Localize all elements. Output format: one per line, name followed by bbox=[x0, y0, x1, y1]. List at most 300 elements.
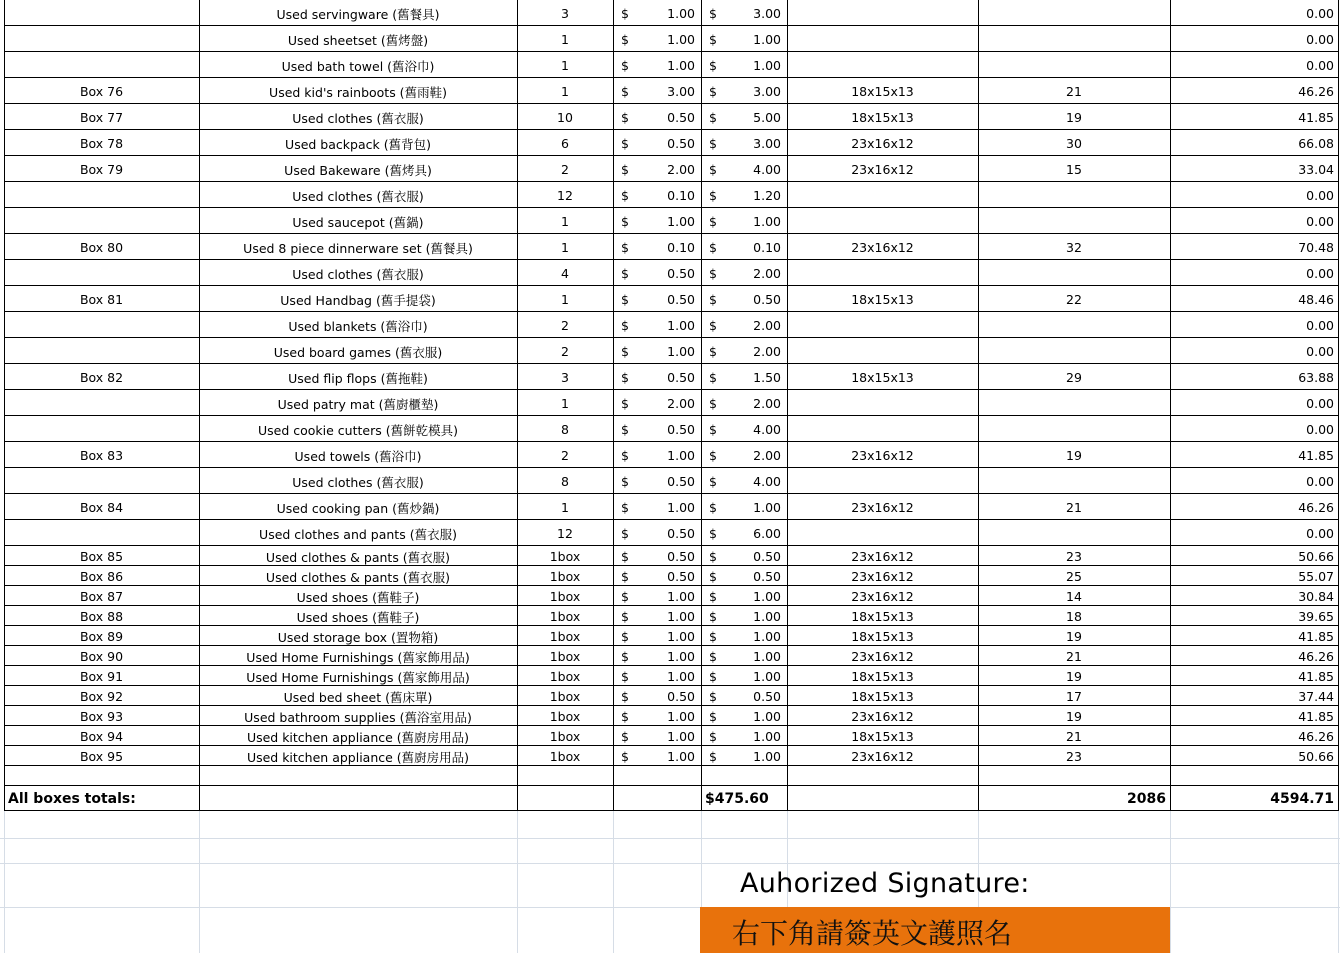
currency-symbol: $ bbox=[621, 500, 629, 515]
dimensions-cell[interactable]: 18x15x13 bbox=[851, 729, 914, 744]
dimensions-cell[interactable] bbox=[787, 391, 978, 416]
quantity-cell[interactable]: 1box bbox=[549, 609, 581, 624]
dimensions-cell[interactable] bbox=[787, 469, 978, 494]
unit-price-cell[interactable] bbox=[613, 417, 701, 442]
currency-symbol: $ bbox=[709, 729, 717, 744]
quantity-cell[interactable]: 1box bbox=[549, 689, 581, 704]
item-description-cell[interactable]: Used patry mat (舊廚櫃墊) bbox=[277, 396, 439, 412]
item-description-cell[interactable]: Used clothes (舊衣服) bbox=[292, 474, 424, 490]
declared-value-cell[interactable]: 46.26 bbox=[1298, 500, 1334, 515]
currency-symbol: $ bbox=[621, 84, 629, 99]
box-number-cell[interactable]: Box 76 bbox=[79, 84, 124, 99]
declared-value-cell[interactable]: 66.08 bbox=[1298, 136, 1334, 151]
line-total-cell-value: 1.00 bbox=[753, 214, 781, 229]
item-description-cell[interactable]: Used saucepot (舊鍋) bbox=[292, 214, 424, 230]
box-number-cell[interactable]: Box 82 bbox=[79, 370, 124, 385]
unit-price-cell-value: 1.00 bbox=[667, 344, 695, 359]
unit-price-cell[interactable] bbox=[613, 687, 701, 706]
unit-price-cell[interactable] bbox=[613, 587, 701, 606]
dimensions-cell[interactable] bbox=[787, 183, 978, 208]
item-description-cell[interactable]: Used backpack (舊背包) bbox=[285, 136, 431, 152]
weight-cell[interactable]: 18 bbox=[1066, 609, 1082, 624]
weight-cell[interactable]: 21 bbox=[1066, 729, 1082, 744]
box-number-cell[interactable]: Box 81 bbox=[79, 292, 124, 307]
dimensions-cell[interactable] bbox=[787, 261, 978, 286]
declared-value-cell[interactable]: 0.00 bbox=[1306, 396, 1334, 411]
unit-price-cell-value: 1.00 bbox=[667, 629, 695, 644]
weight-cell[interactable]: 17 bbox=[1066, 689, 1082, 704]
box-number-cell[interactable]: Box 94 bbox=[79, 729, 124, 744]
declared-value-cell[interactable]: 0.00 bbox=[1306, 6, 1334, 21]
quantity-cell[interactable]: 2 bbox=[561, 162, 569, 177]
item-description-cell[interactable]: Used kid's rainboots (舊雨鞋) bbox=[269, 84, 447, 100]
item-description-cell[interactable]: Used sheetset (舊烤盤) bbox=[287, 32, 429, 48]
dimensions-cell[interactable] bbox=[787, 1, 978, 26]
item-description-cell[interactable]: Used flip flops (舊拖鞋) bbox=[288, 370, 428, 386]
unit-price-cell[interactable] bbox=[613, 53, 701, 78]
line-total-cell[interactable] bbox=[701, 547, 787, 566]
box-number-cell[interactable]: Box 79 bbox=[79, 162, 124, 177]
box-number-cell[interactable] bbox=[4, 313, 199, 338]
declared-value-cell[interactable]: 39.65 bbox=[1298, 609, 1334, 624]
item-description-cell[interactable]: Used clothes and pants (舊衣服) bbox=[259, 526, 457, 542]
unit-price-cell[interactable] bbox=[613, 183, 701, 208]
box-number-cell[interactable] bbox=[4, 1, 199, 26]
unit-price-cell[interactable] bbox=[613, 209, 701, 234]
dimensions-cell[interactable]: 18x15x13 bbox=[851, 609, 914, 624]
line-total-cell[interactable] bbox=[701, 627, 787, 646]
declared-value-cell[interactable]: 41.85 bbox=[1298, 709, 1334, 724]
declared-value-cell[interactable]: 41.85 bbox=[1298, 629, 1334, 644]
box-number-cell[interactable]: Box 91 bbox=[79, 669, 124, 684]
box-number-cell[interactable]: Box 85 bbox=[79, 549, 124, 564]
line-total-cell[interactable] bbox=[701, 261, 787, 286]
weight-cell[interactable]: 25 bbox=[1066, 569, 1082, 584]
declared-value-cell[interactable]: 33.04 bbox=[1298, 162, 1334, 177]
currency-symbol: $ bbox=[709, 32, 717, 47]
unit-price-cell[interactable] bbox=[613, 443, 701, 468]
unit-price-cell[interactable] bbox=[613, 313, 701, 338]
line-total-cell[interactable] bbox=[701, 105, 787, 130]
line-total-cell[interactable] bbox=[701, 607, 787, 626]
unit-price-cell[interactable] bbox=[613, 627, 701, 646]
unit-price-cell-value: 0.10 bbox=[667, 188, 695, 203]
line-total-cell-value: 2.00 bbox=[753, 266, 781, 281]
item-description-cell[interactable]: Used towels (舊浴巾) bbox=[294, 448, 422, 464]
quantity-cell[interactable]: 10 bbox=[557, 110, 573, 125]
quantity-cell[interactable]: 3 bbox=[561, 6, 569, 21]
item-description-cell[interactable]: Used clothes (舊衣服) bbox=[292, 188, 424, 204]
line-total-cell[interactable] bbox=[701, 27, 787, 52]
quantity-cell[interactable]: 3 bbox=[561, 370, 569, 385]
item-description-cell[interactable]: Used 8 piece dinnerware set (舊餐具) bbox=[243, 240, 473, 256]
unit-price-cell[interactable] bbox=[613, 287, 701, 312]
declared-value-cell[interactable]: 46.26 bbox=[1298, 729, 1334, 744]
line-total-cell[interactable] bbox=[701, 235, 787, 260]
declared-value-cell[interactable]: 50.66 bbox=[1298, 549, 1334, 564]
unit-price-cell[interactable] bbox=[613, 747, 701, 766]
unit-price-cell[interactable] bbox=[613, 235, 701, 260]
box-number-cell[interactable]: Box 88 bbox=[79, 609, 124, 624]
quantity-cell[interactable]: 1 bbox=[561, 32, 569, 47]
dimensions-cell[interactable]: 23x16x12 bbox=[851, 589, 914, 604]
weight-cell[interactable] bbox=[978, 209, 1170, 234]
declared-value-cell[interactable]: 0.00 bbox=[1306, 58, 1334, 73]
unit-price-cell[interactable] bbox=[613, 391, 701, 416]
weight-cell[interactable]: 19 bbox=[1066, 629, 1082, 644]
item-description-cell[interactable]: Used board games (舊衣服) bbox=[273, 344, 443, 360]
weight-cell[interactable]: 19 bbox=[1066, 110, 1082, 125]
weight-cell[interactable] bbox=[978, 417, 1170, 442]
box-number-cell[interactable]: Box 77 bbox=[79, 110, 124, 125]
box-number-cell[interactable] bbox=[4, 261, 199, 286]
weight-cell[interactable] bbox=[978, 521, 1170, 546]
currency-symbol: $ bbox=[621, 240, 629, 255]
weight-cell[interactable]: 19 bbox=[1066, 448, 1082, 463]
box-number-cell[interactable] bbox=[4, 27, 199, 52]
line-total-cell[interactable] bbox=[701, 417, 787, 442]
quantity-cell[interactable]: 1box bbox=[549, 549, 581, 564]
line-total-cell[interactable] bbox=[701, 495, 787, 520]
quantity-cell[interactable]: 1 bbox=[561, 58, 569, 73]
unit-price-cell-value: 1.00 bbox=[667, 448, 695, 463]
declared-value-cell[interactable]: 0.00 bbox=[1306, 214, 1334, 229]
quantity-cell[interactable]: 1box bbox=[549, 669, 581, 684]
line-total-cell[interactable] bbox=[701, 79, 787, 104]
item-description-cell[interactable]: Used clothes (舊衣服) bbox=[292, 110, 424, 126]
item-description-cell[interactable]: Used bath towel (舊浴巾) bbox=[281, 58, 435, 74]
unit-price-cell[interactable] bbox=[613, 647, 701, 666]
quantity-cell[interactable]: 1box bbox=[549, 709, 581, 724]
declared-value-cell[interactable]: 41.85 bbox=[1298, 448, 1334, 463]
unit-price-cell[interactable] bbox=[613, 1, 701, 26]
line-total-cell-value: 3.00 bbox=[753, 6, 781, 21]
declared-value-cell[interactable]: 55.07 bbox=[1298, 569, 1334, 584]
quantity-cell[interactable]: 1box bbox=[549, 589, 581, 604]
quantity-cell[interactable]: 2 bbox=[561, 448, 569, 463]
totals-value[interactable]: 4594.71 bbox=[1270, 790, 1334, 807]
weight-cell[interactable]: 19 bbox=[1066, 669, 1082, 684]
item-description-cell[interactable]: Used servingware (舊餐具) bbox=[276, 6, 440, 22]
line-total-cell-value: 1.00 bbox=[753, 500, 781, 515]
declared-value-cell[interactable]: 0.00 bbox=[1306, 344, 1334, 359]
line-total-cell[interactable] bbox=[701, 183, 787, 208]
currency-symbol: $ bbox=[621, 214, 629, 229]
dimensions-cell[interactable]: 23x16x12 bbox=[851, 749, 914, 764]
box-number-cell[interactable]: Box 83 bbox=[79, 448, 124, 463]
unit-price-cell[interactable] bbox=[613, 105, 701, 130]
weight-cell[interactable]: 14 bbox=[1066, 589, 1082, 604]
item-description-cell[interactable]: Used Home Furnishings (舊家飾用品) bbox=[246, 669, 470, 685]
weight-cell[interactable]: 29 bbox=[1066, 370, 1082, 385]
declared-value-cell[interactable]: 46.26 bbox=[1298, 84, 1334, 99]
line-total-cell[interactable] bbox=[701, 567, 787, 586]
unit-price-cell[interactable] bbox=[613, 727, 701, 746]
item-description-cell[interactable]: Used storage box (置物箱) bbox=[277, 629, 439, 645]
totals-weight[interactable]: 2086 bbox=[1127, 790, 1166, 807]
declared-value-cell[interactable]: 41.85 bbox=[1298, 110, 1334, 125]
weight-cell[interactable] bbox=[978, 339, 1170, 364]
box-number-cell[interactable]: Box 90 bbox=[79, 649, 124, 664]
unit-price-cell[interactable] bbox=[613, 495, 701, 520]
box-number-cell[interactable]: Box 93 bbox=[79, 709, 124, 724]
currency-symbol: $ bbox=[621, 188, 629, 203]
unit-price-cell-value: 0.50 bbox=[667, 689, 695, 704]
weight-cell[interactable] bbox=[978, 469, 1170, 494]
weight-cell[interactable]: 23 bbox=[1066, 749, 1082, 764]
unit-price-cell[interactable] bbox=[613, 667, 701, 686]
line-total-cell[interactable] bbox=[701, 667, 787, 686]
declared-value-cell[interactable]: 70.48 bbox=[1298, 240, 1334, 255]
quantity-cell[interactable]: 1box bbox=[549, 629, 581, 644]
declared-value-cell[interactable]: 48.46 bbox=[1298, 292, 1334, 307]
unit-price-cell[interactable] bbox=[613, 365, 701, 390]
line-total-cell[interactable] bbox=[701, 131, 787, 156]
currency-symbol: $ bbox=[621, 6, 629, 21]
item-description-cell[interactable]: Used clothes & pants (舊衣服) bbox=[265, 569, 451, 585]
quantity-cell[interactable]: 1box bbox=[549, 649, 581, 664]
item-description-cell[interactable]: Used clothes & pants (舊衣服) bbox=[265, 549, 451, 565]
currency-symbol: $ bbox=[621, 689, 629, 704]
box-number-cell[interactable]: Box 87 bbox=[79, 589, 124, 604]
weight-cell[interactable]: 30 bbox=[1066, 136, 1082, 151]
weight-cell[interactable]: 23 bbox=[1066, 549, 1082, 564]
unit-price-cell[interactable] bbox=[613, 707, 701, 726]
weight-cell[interactable] bbox=[978, 1, 1170, 26]
dimensions-cell[interactable]: 18x15x13 bbox=[851, 370, 914, 385]
unit-price-cell-value: 1.00 bbox=[667, 669, 695, 684]
currency-symbol: $ bbox=[621, 526, 629, 541]
dimensions-cell[interactable]: 23x16x12 bbox=[851, 240, 914, 255]
item-description-cell[interactable]: Used bathroom supplies (舊浴室用品) bbox=[244, 709, 472, 725]
quantity-cell[interactable]: 12 bbox=[557, 526, 573, 541]
line-total-cell[interactable] bbox=[701, 647, 787, 666]
line-total-cell-value: 0.50 bbox=[753, 549, 781, 564]
declared-value-cell[interactable]: 0.00 bbox=[1306, 474, 1334, 489]
line-total-cell[interactable] bbox=[701, 365, 787, 390]
dimensions-cell[interactable]: 23x16x12 bbox=[851, 649, 914, 664]
dimensions-cell[interactable]: 18x15x13 bbox=[851, 84, 914, 99]
dimensions-cell[interactable]: 23x16x12 bbox=[851, 136, 914, 151]
weight-cell[interactable]: 22 bbox=[1066, 292, 1082, 307]
quantity-cell[interactable]: 1 bbox=[561, 84, 569, 99]
dimensions-cell[interactable]: 23x16x12 bbox=[851, 709, 914, 724]
quantity-cell[interactable]: 1box bbox=[549, 749, 581, 764]
line-total-cell[interactable] bbox=[701, 727, 787, 746]
item-description-cell[interactable]: Used Bakeware (舊烤具) bbox=[284, 162, 432, 178]
item-description-cell[interactable]: Used cookie cutters (舊餅乾模具) bbox=[258, 422, 458, 438]
box-number-cell[interactable] bbox=[4, 53, 199, 78]
item-description-cell[interactable]: Used kitchen appliance (舊廚房用品) bbox=[246, 729, 470, 745]
weight-cell[interactable]: 19 bbox=[1066, 709, 1082, 724]
currency-symbol: $ bbox=[621, 729, 629, 744]
dimensions-cell[interactable]: 18x15x13 bbox=[851, 629, 914, 644]
box-number-cell[interactable]: Box 89 bbox=[79, 629, 124, 644]
unit-price-cell[interactable] bbox=[613, 469, 701, 494]
item-description-cell[interactable]: Used blankets (舊浴巾) bbox=[288, 318, 428, 334]
box-number-cell[interactable]: Box 95 bbox=[79, 749, 124, 764]
quantity-cell[interactable]: 1 bbox=[561, 214, 569, 229]
box-number-cell[interactable]: Box 92 bbox=[79, 689, 124, 704]
declared-value-cell[interactable]: 0.00 bbox=[1306, 526, 1334, 541]
line-total-cell-value: 2.00 bbox=[753, 318, 781, 333]
quantity-cell[interactable]: 1 bbox=[561, 500, 569, 515]
unit-price-cell-value: 0.50 bbox=[667, 569, 695, 584]
weight-cell[interactable]: 15 bbox=[1066, 162, 1082, 177]
line-total-cell-value: 5.00 bbox=[753, 110, 781, 125]
item-description-cell[interactable]: Used kitchen appliance (舊廚房用品) bbox=[246, 749, 470, 765]
declared-value-cell[interactable]: 0.00 bbox=[1306, 266, 1334, 281]
declared-value-cell[interactable]: 0.00 bbox=[1306, 318, 1334, 333]
quantity-cell[interactable]: 2 bbox=[561, 318, 569, 333]
line-total-cell-value: 3.00 bbox=[753, 136, 781, 151]
dimensions-cell[interactable]: 23x16x12 bbox=[851, 448, 914, 463]
currency-symbol: $ bbox=[621, 136, 629, 151]
dimensions-cell[interactable]: 18x15x13 bbox=[851, 689, 914, 704]
line-total-cell[interactable] bbox=[701, 287, 787, 312]
dimensions-cell[interactable] bbox=[787, 53, 978, 78]
box-number-cell[interactable] bbox=[4, 521, 199, 546]
currency-symbol: $ bbox=[709, 448, 717, 463]
item-description-cell[interactable]: Used Handbag (舊手提袋) bbox=[280, 292, 436, 308]
unit-price-cell[interactable] bbox=[613, 547, 701, 566]
line-total-cell[interactable] bbox=[701, 209, 787, 234]
line-total-cell-value: 1.00 bbox=[753, 629, 781, 644]
dimensions-cell[interactable]: 23x16x12 bbox=[851, 569, 914, 584]
box-number-cell[interactable] bbox=[4, 391, 199, 416]
unit-price-cell[interactable] bbox=[613, 607, 701, 626]
declared-value-cell[interactable]: 50.66 bbox=[1298, 749, 1334, 764]
line-total-cell-value: 1.20 bbox=[753, 188, 781, 203]
unit-price-cell[interactable] bbox=[613, 157, 701, 182]
box-number-cell[interactable]: Box 84 bbox=[79, 500, 124, 515]
box-number-cell[interactable]: Box 80 bbox=[79, 240, 124, 255]
quantity-cell[interactable]: 6 bbox=[561, 136, 569, 151]
line-total-cell[interactable] bbox=[701, 687, 787, 706]
weight-cell[interactable] bbox=[978, 53, 1170, 78]
box-number-cell[interactable]: Box 78 bbox=[79, 136, 124, 151]
declared-value-cell[interactable]: 41.85 bbox=[1298, 669, 1334, 684]
quantity-cell[interactable]: 12 bbox=[557, 188, 573, 203]
weight-cell[interactable]: 21 bbox=[1066, 84, 1082, 99]
box-number-cell[interactable] bbox=[4, 339, 199, 364]
quantity-cell[interactable]: 1 bbox=[561, 396, 569, 411]
quantity-cell[interactable]: 2 bbox=[561, 344, 569, 359]
line-total-cell[interactable] bbox=[701, 587, 787, 606]
dimensions-cell[interactable] bbox=[787, 521, 978, 546]
box-number-cell[interactable] bbox=[4, 469, 199, 494]
line-total-cell[interactable] bbox=[701, 443, 787, 468]
unit-price-cell-value: 1.00 bbox=[667, 500, 695, 515]
unit-price-cell[interactable] bbox=[613, 27, 701, 52]
currency-symbol: $ bbox=[709, 649, 717, 664]
line-total-cell[interactable] bbox=[701, 1, 787, 26]
dimensions-cell[interactable]: 23x16x12 bbox=[851, 549, 914, 564]
declared-value-cell[interactable]: 0.00 bbox=[1306, 188, 1334, 203]
box-number-cell[interactable]: Box 86 bbox=[79, 569, 124, 584]
dimensions-cell[interactable] bbox=[787, 339, 978, 364]
line-total-cell-value: 1.00 bbox=[753, 649, 781, 664]
declared-value-cell[interactable]: 0.00 bbox=[1306, 422, 1334, 437]
declared-value-cell[interactable]: 30.84 bbox=[1298, 589, 1334, 604]
dimensions-cell[interactable] bbox=[787, 209, 978, 234]
quantity-cell[interactable]: 1 bbox=[561, 292, 569, 307]
declared-value-cell[interactable]: 0.00 bbox=[1306, 32, 1334, 47]
line-total-cell[interactable] bbox=[701, 157, 787, 182]
dimensions-cell[interactable]: 18x15x13 bbox=[851, 669, 914, 684]
line-total-cell-value: 1.00 bbox=[753, 749, 781, 764]
unit-price-cell[interactable] bbox=[613, 521, 701, 546]
declared-value-cell[interactable]: 63.88 bbox=[1298, 370, 1334, 385]
item-description-cell[interactable]: Used shoes (舊鞋子) bbox=[296, 589, 420, 605]
line-total-cell[interactable] bbox=[701, 313, 787, 338]
quantity-cell[interactable]: 8 bbox=[561, 474, 569, 489]
weight-cell[interactable]: 21 bbox=[1066, 649, 1082, 664]
weight-cell[interactable] bbox=[978, 183, 1170, 208]
box-number-cell[interactable] bbox=[4, 183, 199, 208]
unit-price-cell[interactable] bbox=[613, 261, 701, 286]
dimensions-cell[interactable] bbox=[787, 27, 978, 52]
line-total-cell[interactable] bbox=[701, 707, 787, 726]
line-total-cell[interactable] bbox=[701, 469, 787, 494]
dimensions-cell[interactable]: 23x16x12 bbox=[851, 162, 914, 177]
line-total-cell[interactable] bbox=[701, 391, 787, 416]
declared-value-cell[interactable]: 37.44 bbox=[1298, 689, 1334, 704]
item-description-cell[interactable]: Used shoes (舊鞋子) bbox=[296, 609, 420, 625]
line-total-cell[interactable] bbox=[701, 53, 787, 78]
quantity-cell[interactable]: 1box bbox=[549, 729, 581, 744]
line-total-cell-value: 1.00 bbox=[753, 669, 781, 684]
dimensions-cell[interactable] bbox=[787, 313, 978, 338]
unit-price-cell[interactable] bbox=[613, 339, 701, 364]
box-number-cell[interactable] bbox=[4, 417, 199, 442]
currency-symbol: $ bbox=[621, 609, 629, 624]
quantity-cell[interactable]: 4 bbox=[561, 266, 569, 281]
item-description-cell[interactable]: Used clothes (舊衣服) bbox=[292, 266, 424, 282]
quantity-cell[interactable]: 1box bbox=[549, 569, 581, 584]
weight-cell[interactable]: 21 bbox=[1066, 500, 1082, 515]
item-description-cell[interactable]: Used Home Furnishings (舊家飾用品) bbox=[246, 649, 470, 665]
item-description-cell[interactable]: Used cooking pan (舊炒鍋) bbox=[276, 500, 440, 516]
totals-amount[interactable]: $475.60 bbox=[705, 790, 769, 807]
unit-price-cell[interactable] bbox=[613, 79, 701, 104]
dimensions-cell[interactable] bbox=[787, 417, 978, 442]
dimensions-cell[interactable]: 23x16x12 bbox=[851, 500, 914, 515]
dimensions-cell[interactable]: 18x15x13 bbox=[851, 292, 914, 307]
box-number-cell[interactable] bbox=[4, 209, 199, 234]
unit-price-cell-value: 0.50 bbox=[667, 549, 695, 564]
unit-price-cell-value: 1.00 bbox=[667, 729, 695, 744]
line-total-cell[interactable] bbox=[701, 339, 787, 364]
declared-value-cell[interactable]: 46.26 bbox=[1298, 649, 1334, 664]
weight-cell[interactable] bbox=[978, 313, 1170, 338]
line-total-cell[interactable] bbox=[701, 521, 787, 546]
item-description-cell[interactable]: Used bed sheet (舊床單) bbox=[283, 689, 433, 705]
weight-cell[interactable]: 32 bbox=[1066, 240, 1082, 255]
quantity-cell[interactable]: 1 bbox=[561, 240, 569, 255]
line-total-cell[interactable] bbox=[701, 747, 787, 766]
currency-symbol: $ bbox=[621, 589, 629, 604]
dimensions-cell[interactable]: 18x15x13 bbox=[851, 110, 914, 125]
weight-cell[interactable] bbox=[978, 27, 1170, 52]
unit-price-cell[interactable] bbox=[613, 131, 701, 156]
weight-cell[interactable] bbox=[978, 261, 1170, 286]
line-total-cell-value: 1.00 bbox=[753, 58, 781, 73]
quantity-cell[interactable]: 8 bbox=[561, 422, 569, 437]
weight-cell[interactable] bbox=[978, 391, 1170, 416]
unit-price-cell[interactable] bbox=[613, 567, 701, 586]
totals-label[interactable]: All boxes totals: bbox=[8, 790, 136, 807]
